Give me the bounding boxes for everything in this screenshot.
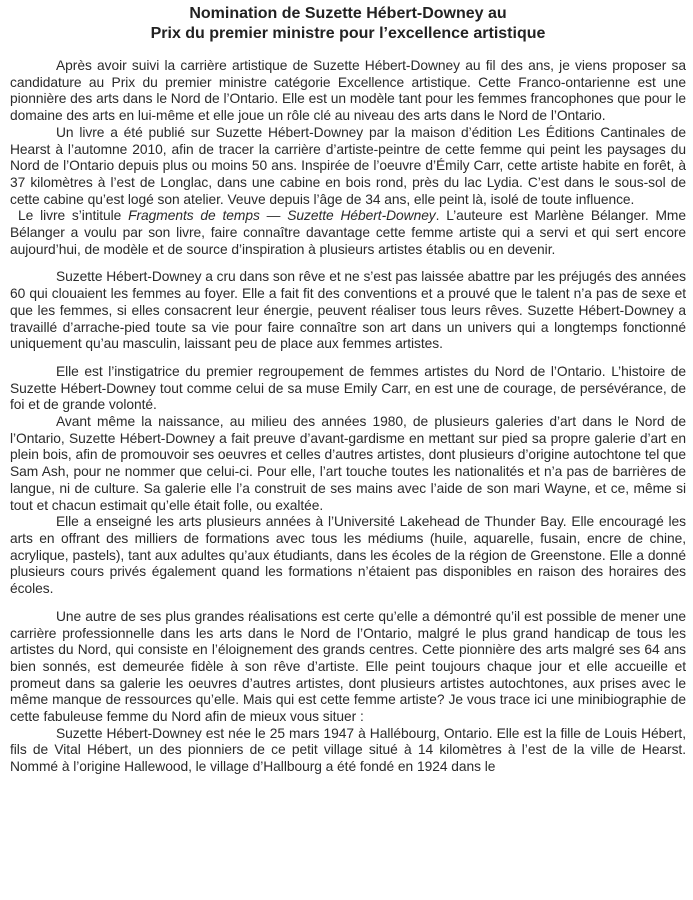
title-line-2: Prix du premier ministre pour l’excellence artistique <box>150 25 546 42</box>
book-title: Fragments de temps — Suzette Hébert-Downey <box>128 208 436 224</box>
paragraph-1: Après avoir suivi la carrière artistique de Suzette Hébert-Downey au fil des ans, je viens proposer sa candidature au Prix du premier ministre catégorie Excellence artistique. Cette Franco-ontarienne est une pionnière des arts dans le Nord de l’Ontario. Elle est un modèle tant pour les femmes francophones que pour le domaine des arts en lui-même et elle joue un rôle clé au niveau des arts dans le Nord de l’Ontario. <box>10 58 686 124</box>
paragraph-5: Elle est l’instigatrice du premier regroupement de femmes artistes du Nord de l’Ontario. L’histoire de Suzette Hébert-Downey tout comme celui de sa muse Emily Carr, en est une de courage, de persévérance, de foi et de grande volonté. <box>10 363 686 413</box>
paragraph-3 <box>10 208 686 258</box>
title-line-1: Nomination de Suzette Hébert-Downey au <box>189 5 507 22</box>
document-title <box>10 4 686 44</box>
paragraph-3-lead: Le livre s’intitule <box>18 208 129 224</box>
paragraph-9: Suzette Hébert-Downey est née le 25 mars 1947 à Hallébourg, Ontario. Elle est la fille de Louis Hébert, fils de Vital Hébert, un des pionniers de ce petit village situé à 14 kilomètres à l’est de la ville de Hearst. Nommé à l’origine Hallewood, le village d’Hallbourg a été fondé en 1924 dans le <box>10 725 686 775</box>
paragraph-8: Une autre de ses plus grandes réalisations est certe qu’elle a démontré qu’il est possible de mener une carrière professionnelle dans les arts dans le Nord de l’Ontario, malgré le plus grand handicap de tous les artistes du Nord, qui consiste en l’éloignement des grands centres. Cette pionnière des arts malgré ses 64 ans bien sonnés, est demeurée fidèle à son rêve d’artiste. Elle peint toujours chaque jour et elle accueille et promeut dans sa galerie les oeuvres d’autres artistes, dont plusieurs artistes autochtones, aux prises avec le même manque de ressources qu’elle. Mais qui est cette femme artiste? Je vous trace ici une minibiographie de cette fabuleuse femme du Nord afin de mieux vous situer : <box>10 608 686 725</box>
paragraph-7: Elle a enseigné les arts plusieurs années à l’Université Lakehead de Thunder Bay. Elle encouragé les arts en offrant des milliers de formations avec tous les médiums (huile, aquarelle, fusain, encre de chine, acrylique, pastels), tant aux adultes qu’aux étudiants, dans les écoles de la région de Greenstone. Elle a donné plusieurs cours privés également quand les formations n’étaient pas disponibles en raison des horaires des écoles. <box>10 514 686 597</box>
paragraph-4: Suzette Hébert-Downey a cru dans son rêve et ne s’est pas laissée abattre par les préjugés des années 60 qui clouaient les femmes au foyer. Elle a fait fit des conventions et a prouvé que le talent n’a pas de sexe et que les femmes, si elles consacrent leur énergie, peuvent réaliser tous leurs rêves. Suzette Hébert-Downey a travaillé d’arrache-pied toute sa vie pour faire connaître son art dans un univers qui a longtemps fonctionné uniquement qu’au masculin, laissant peu de place aux femmes artistes. <box>10 269 686 352</box>
document-body <box>10 58 686 776</box>
paragraph-2: Un livre a été publié sur Suzette Hébert-Downey par la maison d’édition Les Éditions Cantinales de Hearst à l’automne 2010, afin de tracer la carrière d’artiste-peintre de cette femme qui peint les paysages du Nord de l’Ontario depuis plus ou moins 50 ans. Inspirée de l’oeuvre d’Émily Carr, cette artiste habite en forêt, à 37 kilomètres à l’est de Longlac, dans une cabine en bois rond, près du lac Lydia. C’est dans le sous-sol de cette cabine qu’est logé son atelier. Veuve depuis l’âge de 34 ans, elle peint là, isolé de toute influence. <box>10 124 686 207</box>
document-page <box>10 4 686 898</box>
paragraph-3-text: . L’auteure est Marlène Bélanger. Mme Bélanger a voulu par son livre, faire connaître davantage cette femme artiste qui a servi et qui sert encore aujourd’hui, de modèle et de source d’inspiration à plusieurs artistes établis ou en devenir. <box>10 208 686 257</box>
paragraph-6: Avant même la naissance, au milieu des années 1980, de plusieurs galeries d’art dans le Nord de l’Ontario, Suzette Hébert-Downey a fait preuve d’avant-gardisme en mettant sur pied sa propre galerie d’art en plein bois, afin de promouvoir ses oeuvres et celles d’autres artistes, dont plusieurs d’origine autochtone tel que Sam Ash, pour ne nommer que celui-ci. Pour elle, l’art touche toutes les nationalités et n’a pas de barrières de langue, ni de culture. Sa galerie elle l’a construit de ses mains avec l’aide de son mari Wayne, et ce, même si tout et chacun estimait qu’elle était folle, ou exaltée. <box>10 414 686 513</box>
